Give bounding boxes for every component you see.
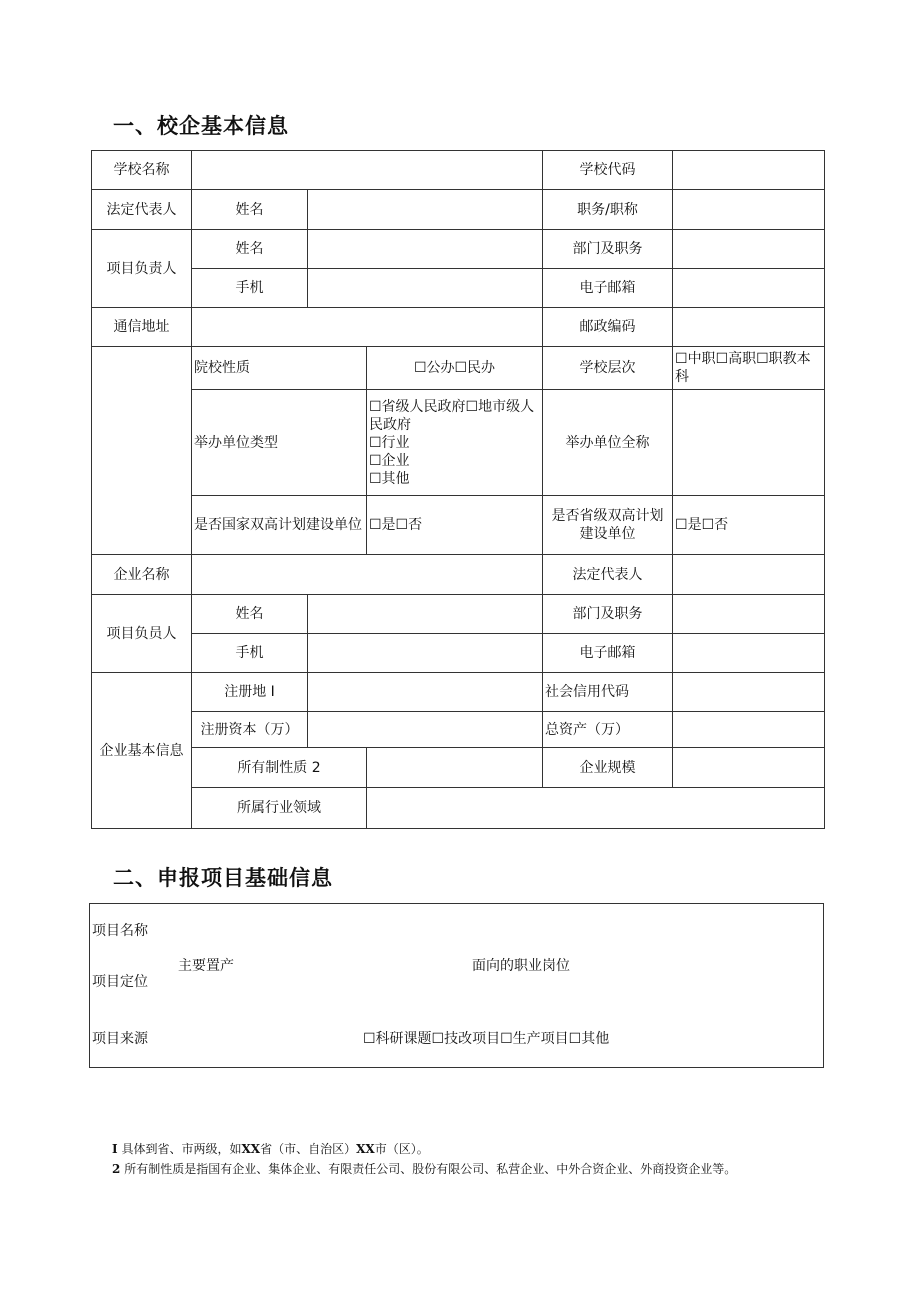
footnote-2 (112, 1160, 736, 1177)
legal-rep-name-field[interactable] (308, 190, 543, 230)
leader-name-label: 姓名 (192, 230, 308, 269)
leader-phone-label: 手机 (192, 269, 308, 308)
footnote-1-text-b: 省（市、自治区） (260, 1142, 357, 1156)
school-name-label: 学校名称 (92, 151, 192, 190)
sponsor-type-label: 举办单位类型 (192, 390, 367, 496)
footnote-2-mark: 2 (112, 1162, 121, 1176)
industry-label: 所属行业领域 (192, 788, 367, 829)
enterprise-name-field[interactable] (192, 555, 543, 595)
position-title-label: 职务/职称 (543, 190, 673, 230)
leader-dept-field[interactable] (673, 230, 825, 269)
position-title-field[interactable] (673, 190, 825, 230)
positioning-label: 项目定位 (92, 974, 148, 990)
postal-code-label: 邮政编码 (543, 308, 673, 347)
leader-name-field[interactable] (308, 230, 543, 269)
footnote-1-text-c: 市（区）。 (374, 1142, 429, 1156)
footnote-1-mark: I (112, 1142, 118, 1156)
total-assets-label: 总资产（万） (543, 712, 673, 748)
ent-leader-email-field[interactable] (673, 634, 825, 673)
footnote-1 (112, 1140, 429, 1157)
project-info-box (89, 903, 824, 1068)
leader-email-label: 电子邮箱 (543, 269, 673, 308)
ent-leader-phone-field[interactable] (308, 634, 543, 673)
ent-leader-dept-label: 部门及职务 (543, 595, 673, 634)
school-code-label: 学校代码 (543, 151, 673, 190)
job-positions-label: 面向的职业岗位 (472, 958, 570, 974)
national-dual-high-label: 是否国家双高计划建设单位 (192, 496, 367, 555)
ent-leader-phone-label: 手机 (192, 634, 308, 673)
sponsor-fullname-field[interactable] (673, 390, 825, 496)
source-options[interactable]: ☐科研课题☐技改项目☐生产项目☐其他 (363, 1031, 610, 1047)
school-nature-label: 院校性质 (192, 347, 367, 390)
sponsor-option-government[interactable]: ☐省级人民政府☐地市级人民政府 (369, 398, 535, 433)
provincial-dual-high-label: 是否省级双高计划建设单位 (543, 496, 673, 555)
school-code-field[interactable] (673, 151, 825, 190)
postal-code-field[interactable] (673, 308, 825, 347)
school-enterprise-table (91, 150, 825, 829)
address-field[interactable] (192, 308, 543, 347)
main-products-label: 主要置产 (178, 958, 234, 974)
source-label: 项目来源 (92, 1031, 148, 1047)
enterprise-legal-rep-field[interactable] (673, 555, 825, 595)
reg-place-field[interactable] (308, 673, 543, 712)
ownership-label: 所有制性质 2 (192, 748, 367, 788)
sponsor-option-enterprise[interactable]: ☐企业 (369, 452, 410, 469)
address-label: 通信地址 (92, 308, 192, 347)
school-info-blank-cell (92, 347, 192, 555)
footnote-2-text: 所有制性质是指国有企业、集体企业、有限责任公司、股份有限公司、私营企业、中外合资企业、外商投资企业等。 (124, 1162, 737, 1176)
provincial-dual-high-options[interactable]: ☐是☐否 (673, 496, 825, 555)
enterprise-leader-label: 项目负员人 (92, 595, 192, 673)
project-name-label: 项目名称 (92, 923, 148, 939)
credit-code-field[interactable] (673, 673, 825, 712)
ent-leader-email-label: 电子邮箱 (543, 634, 673, 673)
sponsor-fullname-label: 举办单位全称 (543, 390, 673, 496)
school-nature-options[interactable]: ☐公办☐民办 (367, 347, 543, 390)
total-assets-field[interactable] (673, 712, 825, 748)
project-leader-label: 项目负责人 (92, 230, 192, 308)
ent-leader-name-label: 姓名 (192, 595, 308, 634)
section-1-title: 一、校企基本信息 (113, 114, 289, 138)
reg-place-label: 注册地 I (192, 673, 308, 712)
sponsor-option-other[interactable]: ☐其他 (369, 470, 410, 487)
enterprise-name-label: 企业名称 (92, 555, 192, 595)
ownership-field[interactable] (367, 748, 543, 788)
section-2-title: 二、申报项目基础信息 (113, 866, 333, 890)
leader-phone-field[interactable] (308, 269, 543, 308)
reg-capital-label: 注册资本（万） (192, 712, 308, 748)
school-name-field[interactable] (192, 151, 543, 190)
reg-capital-field[interactable] (308, 712, 543, 748)
credit-code-label: 社会信用代码 (543, 673, 673, 712)
footnote-1-xx1: XX (241, 1142, 261, 1156)
footnote-1-text-a: 具体到省、市两级，如 (121, 1142, 242, 1156)
sponsor-option-industry[interactable]: ☐行业 (369, 434, 410, 451)
ent-leader-dept-field[interactable] (673, 595, 825, 634)
industry-field[interactable] (367, 788, 825, 829)
school-level-options[interactable]: ☐中职☐高职☐职教本科 (673, 347, 825, 390)
enterprise-scale-label: 企业规模 (543, 748, 673, 788)
footnote-1-xx2: XX (356, 1142, 375, 1156)
legal-rep-name-label: 姓名 (192, 190, 308, 230)
enterprise-basic-label: 企业基本信息 (92, 673, 192, 829)
ent-leader-name-field[interactable] (308, 595, 543, 634)
national-dual-high-options[interactable]: ☐是☐否 (367, 496, 543, 555)
enterprise-scale-field[interactable] (673, 748, 825, 788)
leader-email-field[interactable] (673, 269, 825, 308)
school-level-label: 学校层次 (543, 347, 673, 390)
leader-dept-label: 部门及职务 (543, 230, 673, 269)
sponsor-type-options[interactable] (367, 390, 543, 496)
legal-rep-label: 法定代表人 (92, 190, 192, 230)
enterprise-legal-rep-label: 法定代表人 (543, 555, 673, 595)
